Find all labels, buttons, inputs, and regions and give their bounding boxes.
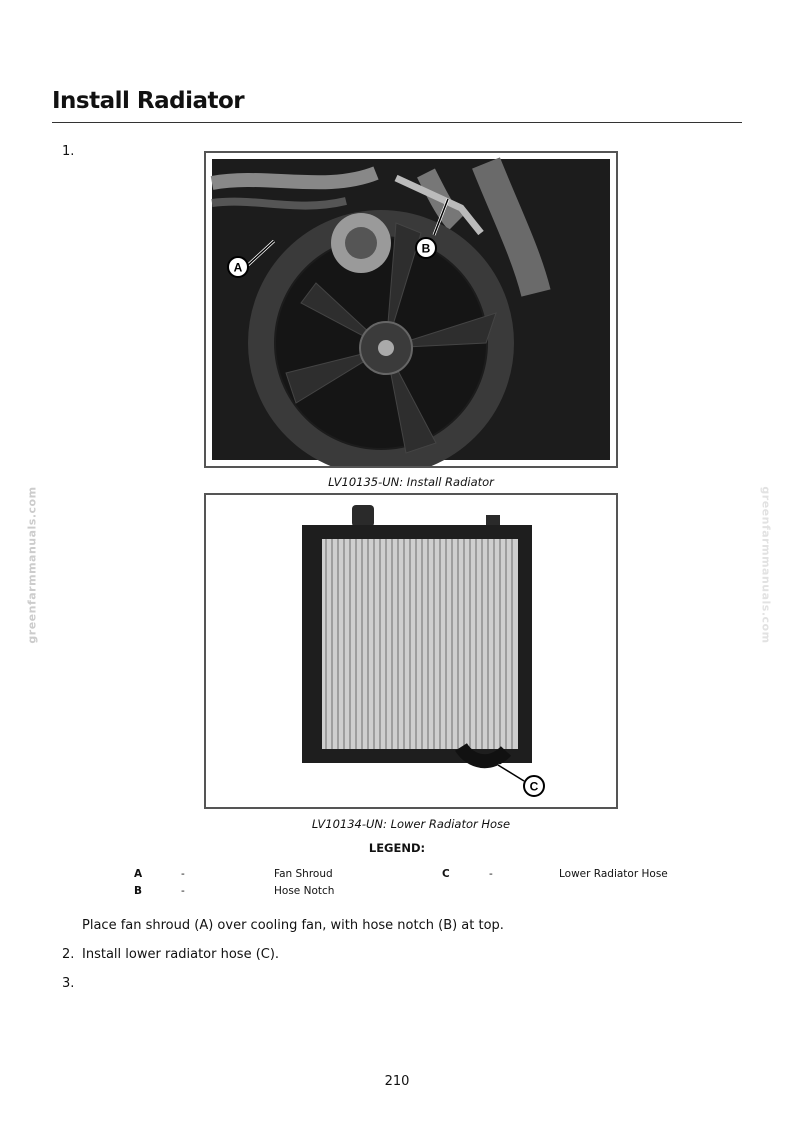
step-3-number: 3.	[62, 976, 75, 991]
legend-label-c: Lower Radiator Hose	[559, 868, 668, 880]
step-1-text: Place fan shroud (A) over cooling fan, with hose notch (B) at top.	[82, 918, 504, 933]
callout-b: B	[421, 241, 431, 256]
radiator-photo	[206, 495, 616, 807]
fan-shroud-photo	[206, 153, 616, 466]
watermark-left: greenfarmmanuals.com	[25, 486, 39, 644]
step-1-number: 1.	[62, 144, 75, 159]
legend-key-b: B	[134, 885, 143, 897]
legend-dash-a: -	[181, 868, 185, 880]
legend-label-a: Fan Shroud	[274, 868, 333, 880]
watermark-right: greenfarmmanuals.com	[759, 486, 773, 644]
figure-lower-radiator-hose	[204, 493, 618, 809]
legend-key-c: C	[442, 868, 450, 880]
callout-c: C	[529, 779, 539, 794]
figure-2-caption: LV10134-UN: Lower Radiator Hose	[311, 817, 511, 831]
legend-dash-c: -	[489, 868, 493, 880]
legend-dash-b: -	[181, 885, 185, 897]
step-2-number: 2.	[62, 947, 75, 962]
figure-install-radiator	[204, 151, 618, 468]
page-number: 210	[384, 1074, 410, 1089]
legend-title: LEGEND:	[368, 841, 426, 855]
title-divider	[52, 122, 742, 123]
step-2-text: Install lower radiator hose (C).	[82, 947, 280, 962]
legend-label-b: Hose Notch	[274, 885, 335, 897]
callout-a: A	[233, 260, 243, 275]
page-title: Install Radiator	[52, 88, 245, 114]
legend-key-a: A	[134, 868, 143, 880]
figure-1-caption: LV10135-UN: Install Radiator	[328, 475, 494, 489]
